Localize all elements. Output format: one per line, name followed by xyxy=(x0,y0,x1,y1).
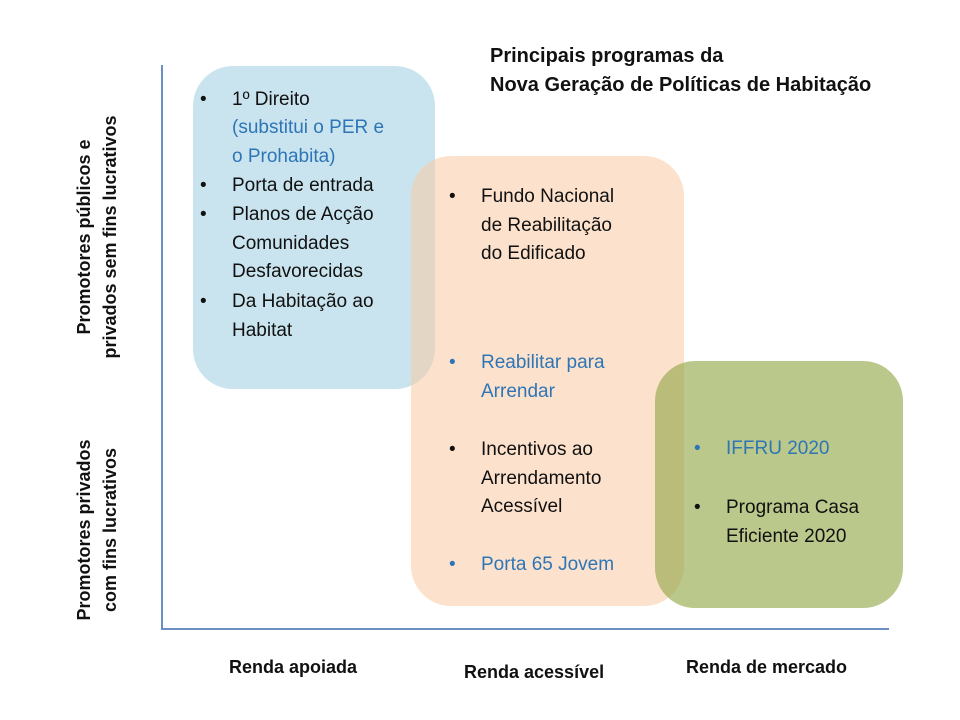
program-1o-direito xyxy=(200,86,310,115)
program-line: o Prohabita) xyxy=(232,145,336,167)
program-line: Reabilitar para xyxy=(481,352,605,373)
y-label-bottom-line-1: Promotores privados xyxy=(74,439,94,621)
bullet-icon: • xyxy=(200,175,207,196)
program-line: 1º Direito xyxy=(232,89,310,110)
y-label-top-line-2: privados sem fins lucrativos xyxy=(100,115,120,359)
bullet-icon: • xyxy=(449,554,456,575)
bullet-icon: • xyxy=(449,352,456,373)
program-porta-65-jovem xyxy=(449,551,615,580)
title-line-1: Principais programas da xyxy=(490,45,724,67)
program-da-habitacao-ao-habitat xyxy=(200,288,374,345)
program-line: do Edificado xyxy=(481,243,586,264)
program-incentivos-arrendamento xyxy=(449,436,602,522)
program-line: (substitui o PER e xyxy=(232,117,385,138)
x-label-renda-acessivel: Renda acessível xyxy=(464,662,605,682)
y-label-top-line-1: Promotores públicos e xyxy=(74,139,94,335)
horizontal-axis-line xyxy=(161,628,889,630)
y-label-bottom xyxy=(71,380,123,680)
program-line: Da Habitação ao xyxy=(232,291,374,312)
program-line: Fundo Nacional xyxy=(481,186,615,207)
program-line: Habitat xyxy=(232,319,293,341)
title-line-2: Nova Geração de Políticas de Habitação xyxy=(490,74,872,96)
bullet-icon: • xyxy=(694,497,701,518)
x-label-renda-mercado: Renda de mercado xyxy=(686,657,848,677)
box-renda-mercado xyxy=(655,361,903,608)
vertical-axis-line xyxy=(161,65,163,630)
program-line: Programa Casa xyxy=(726,497,860,518)
program-line: Planos de Acção xyxy=(232,204,374,225)
bullet-icon: • xyxy=(200,89,207,110)
program-line: Porta de entrada xyxy=(232,175,374,196)
program-line: IFFRU 2020 xyxy=(726,438,830,459)
program-line: Comunidades xyxy=(232,232,350,254)
program-line: Incentivos ao xyxy=(481,439,593,460)
program-line: Acessível xyxy=(481,496,563,517)
program-note-substitui xyxy=(232,114,384,171)
program-iffru-2020 xyxy=(694,435,830,464)
program-fundo-nacional xyxy=(449,183,615,269)
program-line: Porta 65 Jovem xyxy=(481,554,615,575)
bullet-icon: • xyxy=(449,186,456,207)
program-reabilitar-para-arrendar xyxy=(449,349,605,406)
diagram-title xyxy=(490,42,871,100)
program-line: de Reabilitação xyxy=(481,214,612,236)
bullet-icon: • xyxy=(200,204,207,225)
program-line: Desfavorecidas xyxy=(232,261,363,282)
bullet-icon: • xyxy=(200,291,207,312)
y-label-top xyxy=(71,87,123,387)
program-planos-de-accao xyxy=(200,201,374,287)
program-porta-de-entrada xyxy=(200,172,374,201)
bullet-icon: • xyxy=(694,438,701,459)
program-casa-eficiente-2020 xyxy=(694,494,860,551)
program-line: Eficiente 2020 xyxy=(726,525,847,547)
program-line: Arrendamento xyxy=(481,467,602,489)
program-line: Arrendar xyxy=(481,380,555,402)
bullet-icon: • xyxy=(449,439,456,460)
y-label-bottom-line-2: com fins lucrativos xyxy=(100,447,120,613)
x-label-renda-apoiada: Renda apoiada xyxy=(229,657,358,677)
